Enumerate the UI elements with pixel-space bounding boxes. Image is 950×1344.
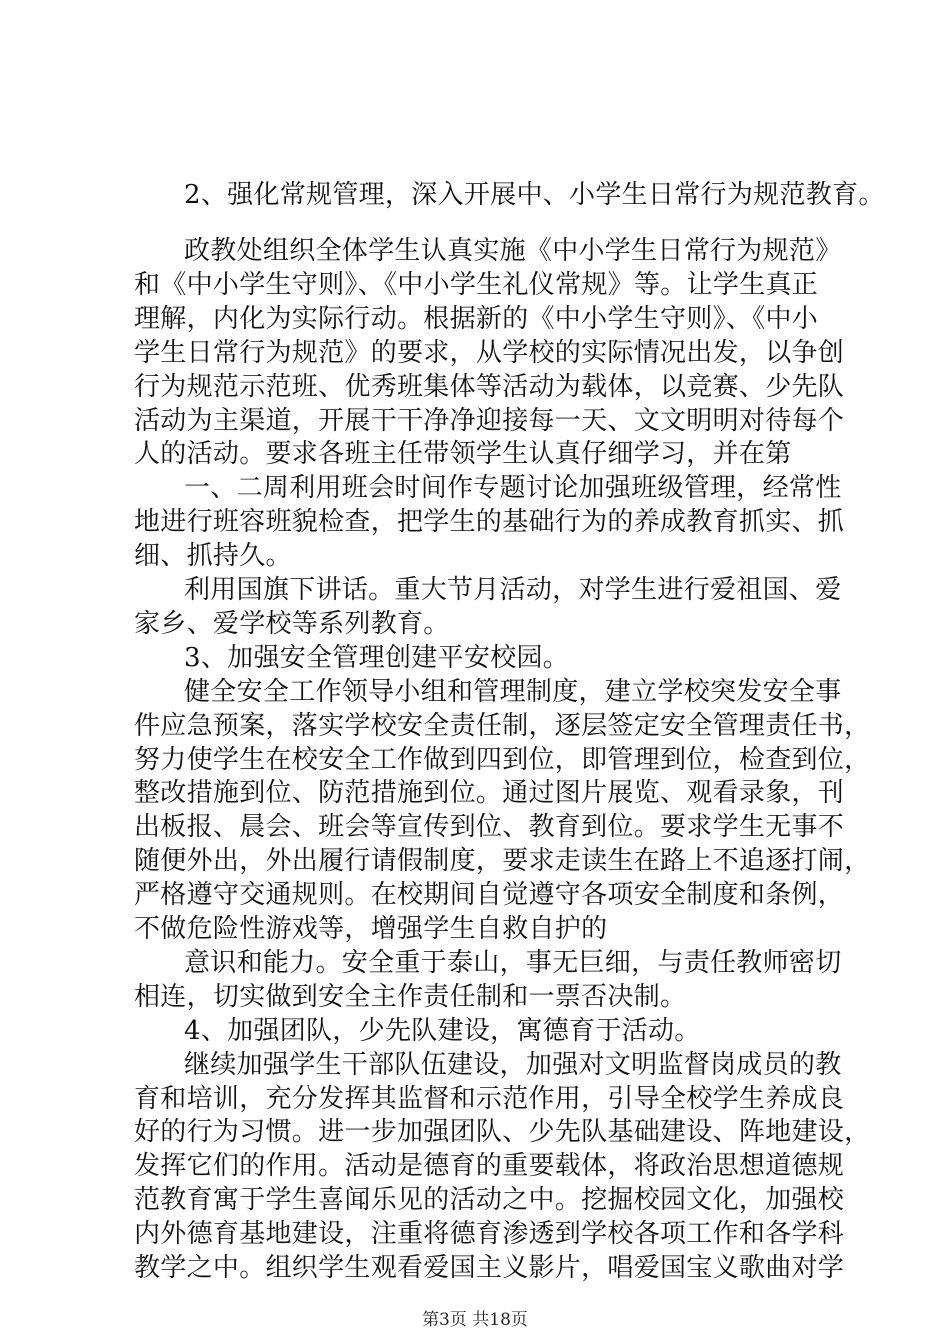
text-line: 努力使学生在校安全工作做到四到位，即管理到位，检查到位， <box>134 744 871 775</box>
text-line: 随便外出，外出履行请假制度，要求走读生在路上不追逐打闹， <box>134 846 871 877</box>
text-line: 内外德育基地建设，注重将德育渗透到学校各项工作和各学科 <box>134 1219 845 1250</box>
page-footer: 第3页 共18页 <box>422 1310 528 1330</box>
text-line: 3、加强安全管理创建平安校园。 <box>184 642 570 673</box>
text-line: 行为规范示范班、优秀班集体等活动为载体，以竞赛、少先队 <box>134 371 845 402</box>
text-line: 政教处组织全体学生认真实施《中小学生日常行为规范》 <box>184 236 842 266</box>
text-line: 细、抓持久。 <box>134 541 292 572</box>
text-line: 好的行为习惯。进一步加强团队、少先队基础建设、阵地建设， <box>134 1117 871 1148</box>
text-line: 一、二周利用班会时间作专题讨论加强班级管理，经常性 <box>184 473 842 504</box>
text-line: 教学之中。组织学生观看爱国主义影片，唱爱国宝义歌曲对学 <box>134 1253 845 1283</box>
text-line: 地进行班容班貌检查，把学生的基础行为的养成教育抓实、抓 <box>134 507 845 538</box>
text-line: 继续加强学生干部队伍建设，加强对文明监督岗成员的教 <box>184 1049 842 1080</box>
text-line: 活动为主渠道，开展干干净净迎接每一天、文文明明对待每个 <box>134 405 845 436</box>
text-line: 范教育寓于学生喜闻乐见的活动之中。挖掘校园文化，加强校 <box>134 1185 845 1216</box>
text-line: 人的活动。要求各班主任带领学生认真仔细学习，并在第 <box>134 439 792 470</box>
text-line: 家乡、爱学校等系列教育。 <box>134 608 450 639</box>
text-line: 意识和能力。安全重于泰山，事无巨细，与责任教师密切 <box>184 947 842 978</box>
text-line: 和《中小学生守则》、《中小学生礼仪常规》等。让学生真正 <box>134 269 819 300</box>
text-line: 学生日常行为规范》的要求，从学校的实际情况出发，以争创 <box>134 337 845 368</box>
text-line: 严格遵守交通规则。在校期间自觉遵守各项安全制度和条例， <box>134 880 845 911</box>
text-line: 2、强化常规管理，深入开展中、小学生日常行为规范教育。 <box>184 180 885 210</box>
text-line: 发挥它们的作用。活动是德育的重要载体，将政治思想道德规 <box>134 1151 845 1182</box>
text-line: 相连，切实做到安全主作责任制和一票否决制。 <box>134 981 687 1012</box>
text-line: 件应急预案，落实学校安全责任制，逐层签定安全管理责任书， <box>134 710 871 741</box>
text-line: 4、加强团队，少先队建设，寓德育于活动。 <box>184 1015 701 1046</box>
text-line: 不做危险性游戏等，增强学生自救自护的 <box>134 914 608 944</box>
text-line: 理解，内化为实际行动。根据新的《中小学生守则》、《中小 <box>134 303 819 334</box>
text-line: 育和培训，充分发挥其监督和示范作用，引导全校学生养成良 <box>134 1083 845 1114</box>
text-line: 出板报、晨会、班会等宣传到位、教育到位。要求学生无事不 <box>134 812 845 843</box>
text-line: 利用国旗下讲话。重大节月活动，对学生进行爱祖国、爱 <box>184 575 842 605</box>
text-line: 整改措施到位、防范措施到位。通过图片展览、观看录象，刊 <box>134 778 845 809</box>
text-line: 健全安全工作领导小组和管理制度，建立学校突发安全事 <box>184 676 842 707</box>
